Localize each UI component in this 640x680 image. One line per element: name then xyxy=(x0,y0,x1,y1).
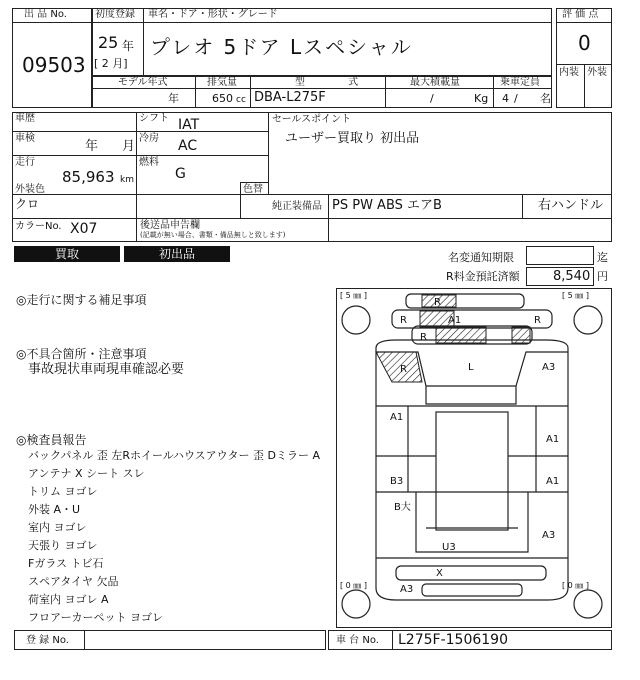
capacity-value: 4 xyxy=(502,92,509,105)
displacement: 650 xyxy=(212,92,233,105)
inspector-line: 荷室内 ヨゴレ A xyxy=(28,593,109,606)
mark-left-door-a1: A1 xyxy=(390,412,404,423)
exterior-color-value: クロ xyxy=(15,197,40,211)
aircon-value: AC xyxy=(178,138,198,154)
displacement-label: 排気量 xyxy=(207,77,237,88)
history-label: 車歴 xyxy=(15,113,35,124)
recycle-fee-value: 8,540 xyxy=(553,269,591,284)
inspector-line: 天張り ヨゴレ xyxy=(28,539,98,552)
mark-right-rear-a1: A1 xyxy=(546,476,560,487)
mark-rear-mid-r2: A1 xyxy=(448,315,462,326)
recycle-fee-label: R料金預託済額 xyxy=(446,270,520,283)
tire-depth-bottom-right: [ 0 ㎜ ] xyxy=(562,581,589,590)
car-name: プレオ 5ドア Lスペシャル xyxy=(150,35,413,59)
name-change-unit: 迄 xyxy=(597,251,608,264)
name-change-label: 名変通知期限 xyxy=(448,251,514,264)
max-load-separator: / xyxy=(430,92,434,105)
max-load-unit: Kg xyxy=(474,92,489,105)
mark-right-door-a1: A1 xyxy=(546,434,560,445)
shift-value: IAT xyxy=(178,117,200,133)
mark-rear-low-r: R xyxy=(420,332,427,343)
mark-rear-mid-a1: R xyxy=(534,315,541,326)
recolor-label: 色替 xyxy=(243,184,263,195)
equipment-label: 純正装備品 xyxy=(272,201,322,212)
rating-label: 評 価 点 xyxy=(562,9,599,20)
mark-front-x: X xyxy=(436,568,443,579)
inspector-line: Fガラス トビ石 xyxy=(28,557,104,570)
model-year-label: モデル年式 xyxy=(118,77,168,88)
fuel-label: 燃料 xyxy=(139,157,159,168)
registration-no-label: 登 録 No. xyxy=(26,635,69,646)
name-change-box xyxy=(526,246,594,265)
inspector-title: ◎検査員報告 xyxy=(16,433,87,447)
exterior-color-label: 外装色 xyxy=(15,184,45,195)
defects-text: 事故現状車両現車確認必要 xyxy=(28,362,185,377)
tire-depth-top-left: [ 5 ㎜ ] xyxy=(340,291,367,300)
mark-right-front-a3: A3 xyxy=(542,362,556,373)
kaitori-tag: 買取 xyxy=(14,246,120,262)
chassis-no-value: L275F-1506190 xyxy=(398,632,508,648)
year-unit: 年 xyxy=(122,39,135,53)
mark-left-sill-b: B大 xyxy=(394,502,411,513)
model-type: DBA-L275F xyxy=(254,90,326,105)
driving-notes-title: ◎走行に関する補足事項 xyxy=(16,293,147,307)
inspection-year-unit: 年 xyxy=(85,139,99,154)
color-no-label: カラーNo. xyxy=(15,221,62,232)
mark-left-rear-b3: B3 xyxy=(390,476,404,487)
inspector-line: アンテナ X シート スレ xyxy=(28,467,145,480)
inspector-line: フロアーカーペット ヨゴレ xyxy=(28,611,163,624)
model-year-unit: 年 xyxy=(168,92,179,105)
mark-right-lower-a3: A3 xyxy=(542,530,556,541)
tire-depth-top-right: [ 5 ㎜ ] xyxy=(562,291,589,300)
exterior-label: 外装 xyxy=(587,67,607,78)
aftermarket-label: 後送品申告欄 xyxy=(140,220,200,231)
car-name-label: 車名・ドア・形状・グレード xyxy=(148,9,278,20)
sales-point-label: セールスポイント xyxy=(272,114,352,125)
sales-point-text: ユーザー買取り 初出品 xyxy=(285,131,420,146)
handle-side: 右ハンドル xyxy=(538,198,604,213)
equipment-value: PS PW ABS エアB xyxy=(332,198,442,213)
mileage-unit: km xyxy=(120,175,134,185)
aftermarket-note: (記載が無い場合、書類・備品無しと致します) xyxy=(140,231,286,239)
fuel-value: G xyxy=(175,166,186,182)
interior-label: 内装 xyxy=(559,67,579,78)
inspector-line: スペアタイヤ 欠品 xyxy=(28,575,119,588)
first-listing-tag: 初出品 xyxy=(124,246,230,262)
first-registration-month: [ 2 月] xyxy=(94,57,128,70)
lot-number-label: 出 品 No. xyxy=(24,9,67,20)
mark-front-a3: A3 xyxy=(400,584,414,595)
inspector-line: トリム ヨゴレ xyxy=(28,485,98,498)
mark-hood-r: R xyxy=(400,364,407,375)
first-registration-label: 初度登録 xyxy=(95,9,135,20)
mileage-value: 85,963 xyxy=(62,168,115,186)
inspector-line: バックパネル 歪 左Rホイールハウスアウター 歪 Dミラー A xyxy=(28,449,321,462)
inspector-line: 外装 A・U xyxy=(28,503,81,516)
car-damage-diagram xyxy=(336,288,612,628)
inspector-line: 室内 ヨゴレ xyxy=(28,521,87,534)
type-label: 型 式 xyxy=(295,77,359,88)
inspection-month-unit: 月 xyxy=(122,139,136,154)
mark-hood-l: L xyxy=(468,362,474,373)
max-load-label: 最大積載量 xyxy=(410,77,460,88)
inspection-label: 車検 xyxy=(15,133,35,144)
chassis-no-label: 車 台 No. xyxy=(336,635,379,646)
aircon-label: 冷房 xyxy=(139,133,159,144)
mark-rear-mid-r: R xyxy=(400,315,407,326)
capacity-unit: 名 xyxy=(540,92,551,105)
rating-value: 0 xyxy=(578,31,591,55)
color-no-value: X07 xyxy=(70,221,98,237)
mileage-label: 走行 xyxy=(15,157,35,168)
displacement-unit: cc xyxy=(236,95,246,105)
recycle-fee-unit: 円 xyxy=(597,270,608,283)
capacity-label: 乗車定員 xyxy=(500,77,540,88)
lot-number: 09503 xyxy=(22,53,86,77)
capacity-separator: / xyxy=(514,92,518,105)
tire-depth-bottom-left: [ 0 ㎜ ] xyxy=(340,581,367,590)
first-registration-year: 25 xyxy=(98,33,119,52)
mark-rear-top-r: R xyxy=(434,297,441,308)
mark-roof-u3: U3 xyxy=(442,542,456,553)
defects-title: ◎不具合箇所・注意事項 xyxy=(16,347,147,361)
shift-label: シフト xyxy=(139,113,169,124)
